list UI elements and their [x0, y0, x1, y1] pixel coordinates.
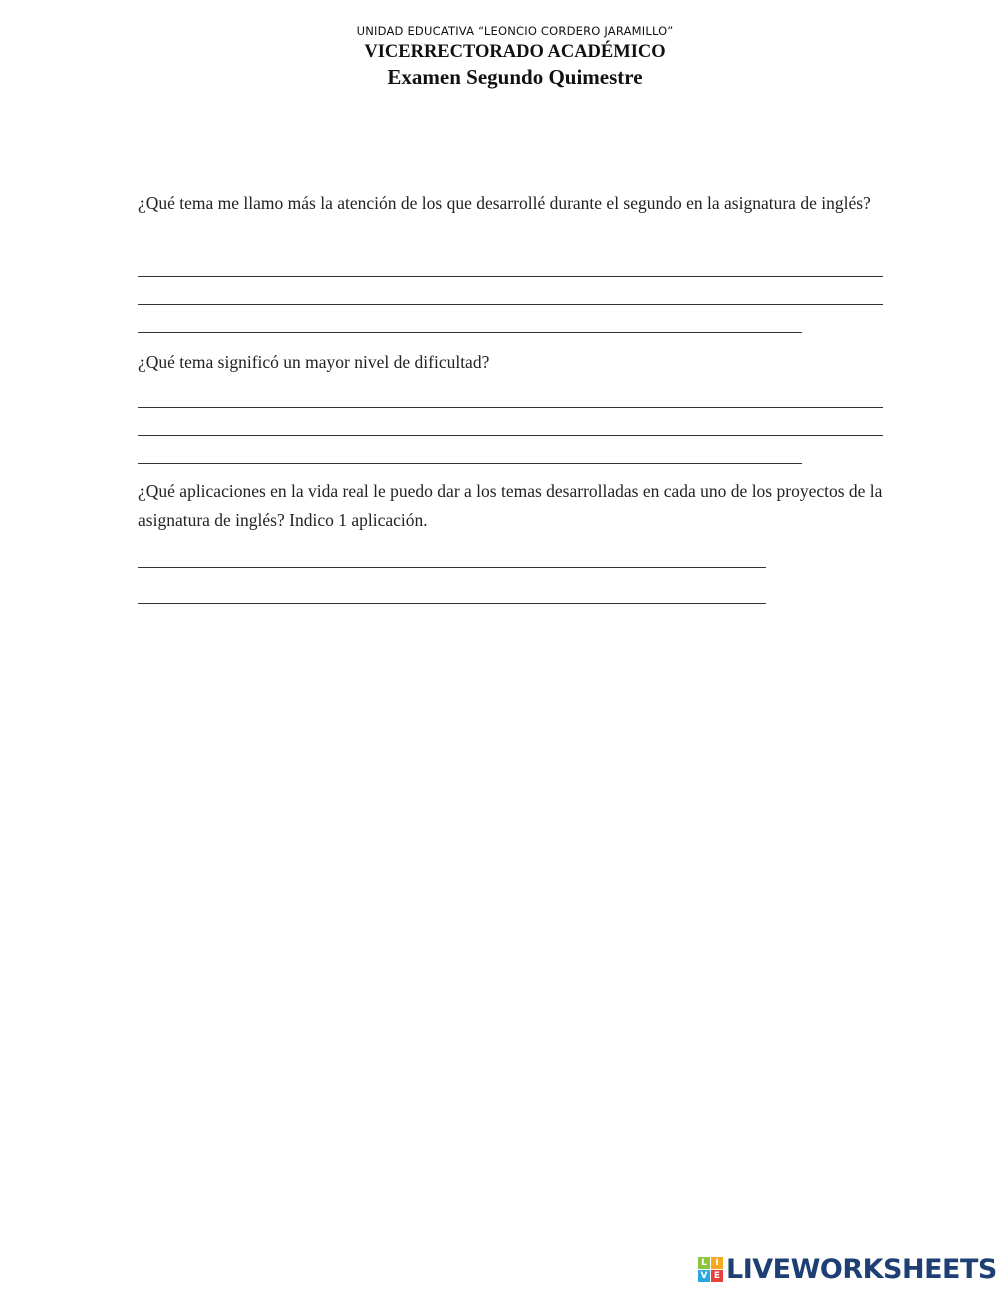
exam-title: Examen Segundo Quimestre [387, 65, 643, 89]
answer-line[interactable] [138, 332, 802, 333]
answer-line[interactable] [138, 463, 802, 464]
answer-line[interactable] [138, 435, 883, 436]
logo-cube: V [698, 1270, 710, 1282]
logo-cube: E [711, 1270, 723, 1282]
logo-cubes-icon [698, 1257, 723, 1282]
logo-cube: L [698, 1257, 710, 1269]
answer-line[interactable] [138, 603, 766, 604]
question-3: ¿Qué aplicaciones en la vida real le puedo dar a los temas desarrolladas en cada uno de los proyectos de la asignatura de inglés? Indico 1 aplicación. [138, 481, 883, 530]
liveworksheets-logo [698, 1254, 997, 1285]
question-2: ¿Qué tema significó un mayor nivel de dificultad? [138, 352, 490, 372]
answer-line[interactable] [138, 407, 883, 408]
answer-line[interactable] [138, 567, 766, 568]
school-name: UNIDAD EDUCATIVA “LEONCIO CORDERO JARAMILLO” [356, 24, 674, 38]
answer-line[interactable] [138, 304, 883, 305]
logo-cube: I [711, 1257, 723, 1269]
answer-line[interactable] [138, 276, 883, 277]
department-title: VICERRECTORADO ACADÉMICO [364, 42, 666, 62]
question-1: ¿Qué tema me llamo más la atención de los que desarrollé durante el segundo en la asignatura de inglés? [138, 193, 871, 213]
brand-name: LIVEWORKSHEETS [726, 1254, 997, 1285]
